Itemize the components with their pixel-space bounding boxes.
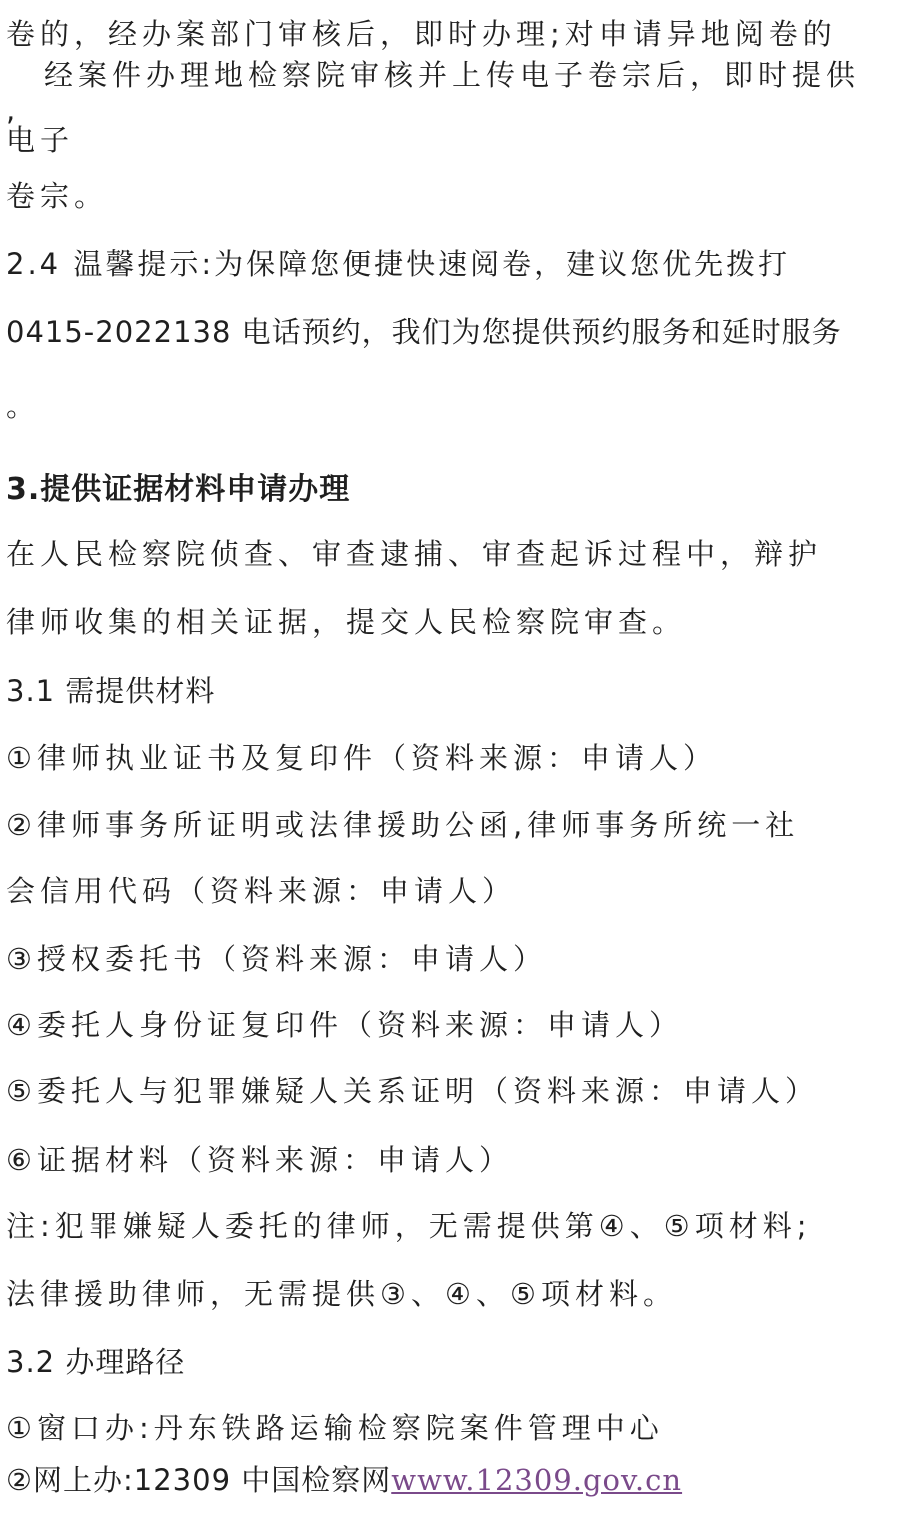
list-item: ②律师事务所证明或法律援助公函,律师事务所统一社: [6, 808, 800, 842]
subsection-heading: 3.1 需提供材料: [6, 674, 216, 708]
subsection-heading: 3.2 办理路径: [6, 1345, 186, 1379]
tip-line: 2.4 温馨提示:为保障您便捷快速阅卷，建议您优先拨打: [6, 247, 791, 281]
note-line: 注:犯罪嫌疑人委托的律师，无需提供第④、⑤项材料;: [6, 1209, 812, 1243]
list-item: ①窗口办:丹东铁路运输检察院案件管理中心: [6, 1411, 664, 1445]
paragraph-line: 律师收集的相关证据，提交人民检察院审查。: [6, 605, 687, 639]
paragraph-line: 卷宗。: [6, 179, 109, 213]
list-item: 会信用代码（资料来源：申请人）: [6, 874, 517, 908]
online-route-label: ②网上办:12309 中国检察网: [6, 1463, 392, 1497]
paragraph-line: ,: [6, 93, 21, 127]
paragraph-line: 电子: [6, 123, 75, 157]
list-item: ①律师执业证书及复印件（资料来源：申请人）: [6, 741, 717, 775]
website-link[interactable]: www.12309.gov.cn: [391, 1463, 683, 1497]
list-item: ⑥证据材料（资料来源：申请人）: [6, 1143, 513, 1177]
list-item: [6, 1462, 682, 1498]
section-heading: 3.提供证据材料申请办理: [6, 472, 351, 507]
paragraph-line: 卷的，经办案部门审核后，即时办理;对申请异地阅卷的: [6, 17, 837, 51]
note-line: 法律援助律师，无需提供③、④、⑤项材料。: [6, 1277, 677, 1311]
phone-line: 0415-2022138 电话预约，我们为您提供预约服务和延时服务: [6, 315, 842, 349]
paragraph-line: 经案件办理地检察院审核并上传电子卷宗后，即时提供: [44, 58, 861, 92]
list-item: ③授权委托书（资料来源：申请人）: [6, 942, 547, 976]
paragraph-line: 在人民检察院侦查、审查逮捕、审查起诉过程中，辩护: [6, 537, 823, 571]
paragraph-line: 。: [6, 389, 41, 423]
list-item: ⑤委托人与犯罪嫌疑人关系证明（资料来源：申请人）: [6, 1074, 819, 1108]
list-item: ④委托人身份证复印件（资料来源：申请人）: [6, 1008, 683, 1042]
